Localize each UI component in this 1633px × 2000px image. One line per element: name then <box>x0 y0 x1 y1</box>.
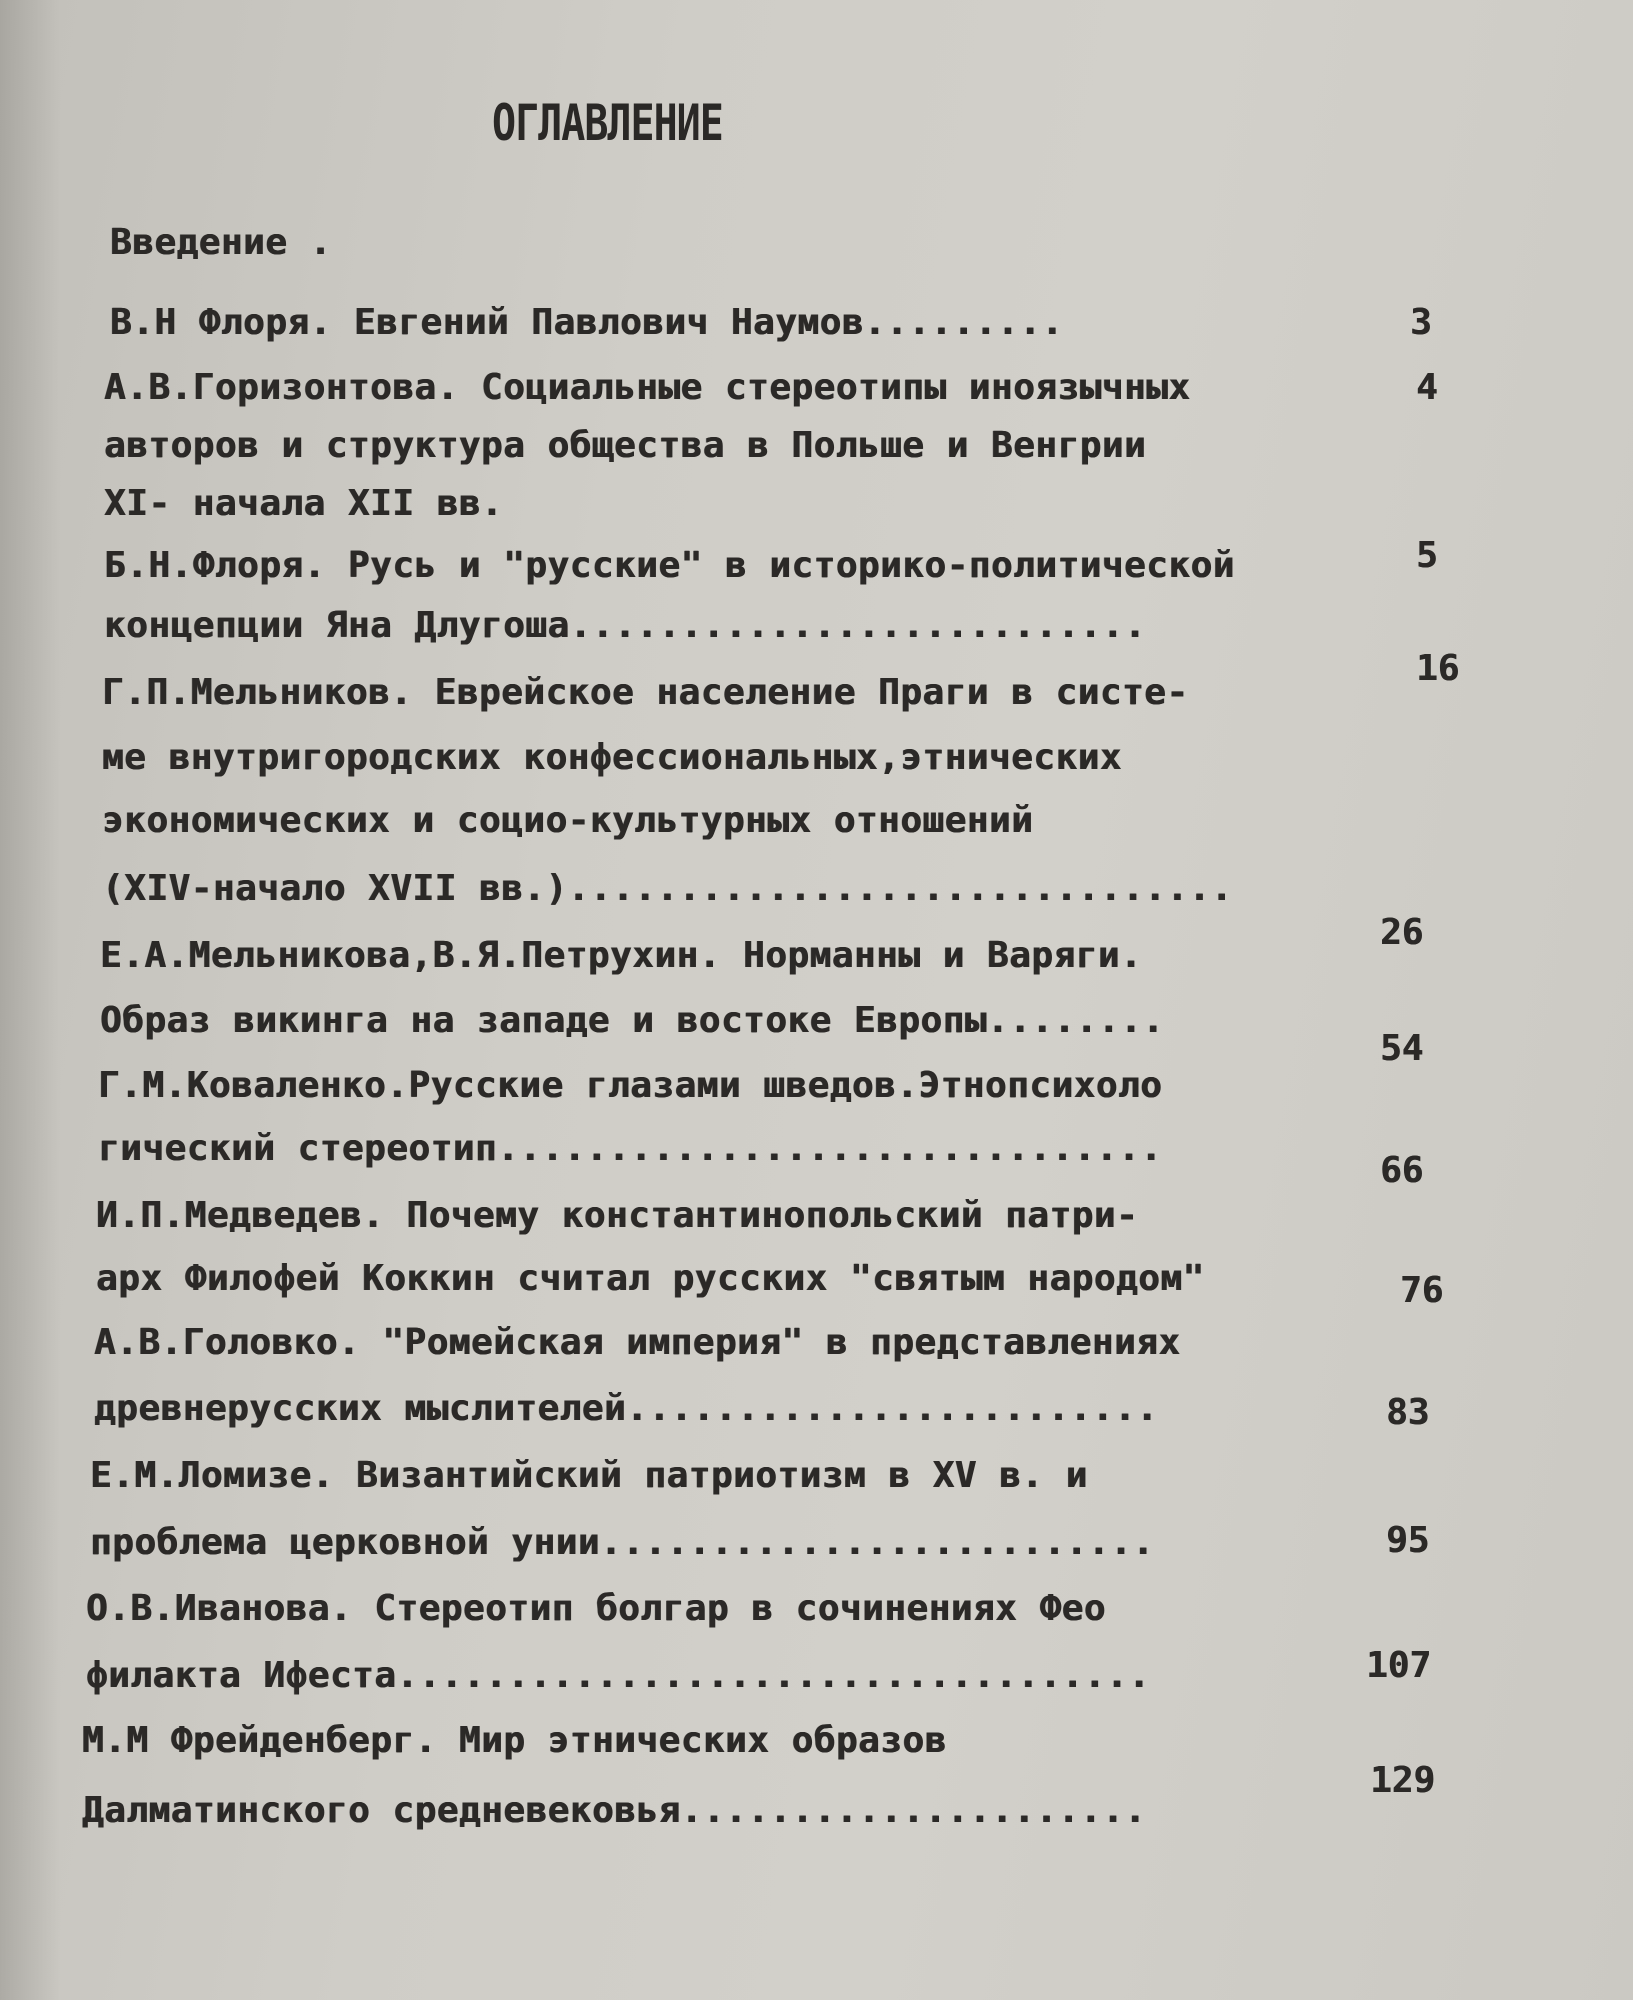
toc-entry-5-page: 26 <box>1380 912 1424 953</box>
toc-entry-10-line-1: О.В.Иванова. Стереотип болгар в сочинениях Фео <box>86 1588 1106 1629</box>
toc-entry-9-line-1: Е.М.Ломизе. Византийский патриотизм в XV в. и <box>90 1455 1088 1496</box>
toc-entry-11-line-1: М.М Фрейденберг. Мир этнических образов <box>82 1720 947 1761</box>
toc-entry-5-line-2: Образ викинга на западе и востоке Европы........ <box>100 1000 1165 1041</box>
toc-entry-3-line-1: Б.Н.Флоря. Русь и "русские" в историко-политической <box>104 545 1235 586</box>
toc-entry-7-line-2: арх Филофей Коккин считал русских "святым народом" <box>96 1258 1205 1299</box>
toc-entry-11-line-2: Далматинского средневековья..................... <box>82 1790 1147 1831</box>
toc-entry-9-line-2: проблема церковной унии......................... <box>90 1522 1155 1563</box>
toc-heading: ОГЛАВЛЕНИЕ <box>492 95 723 153</box>
toc-entry-6-page: 54 <box>1380 1028 1424 1069</box>
toc-entry-6-line-1: Г.М.Коваленко.Русские глазами шведов.Этнопсихоло <box>98 1065 1163 1106</box>
toc-entry-8-line-1: А.В.Головко. "Ромейская империя" в представлениях <box>94 1322 1181 1363</box>
toc-entry-10-line-2: филакта Ифеста.................................. <box>86 1655 1151 1696</box>
toc-entry-4-page: 16 <box>1416 648 1460 689</box>
toc-entry-2-line-2: авторов и структура общества в Польше и Венгрии <box>104 425 1147 466</box>
toc-entry-7-line-1: И.П.Медведев. Почему константинопольский патри- <box>96 1195 1139 1236</box>
toc-entry-6-line-2: гический стереотип.............................. <box>98 1128 1163 1169</box>
toc-entry-intro-line-1: Введение . <box>110 222 332 263</box>
toc-entry-9-page: 83 <box>1386 1392 1430 1433</box>
toc-entry-1-page: 3 <box>1410 302 1432 343</box>
toc-entry-1-line-1: В.Н Флоря. Евгений Павлович Наумов......... <box>110 302 1064 343</box>
toc-entry-3-page: 5 <box>1416 535 1438 576</box>
toc-entry-4-line-2: ме внутригородских конфессиональных,этнических <box>102 737 1122 778</box>
toc-entry-8-line-2: древнерусских мыслителей........................ <box>94 1388 1159 1429</box>
toc-entry-4-line-4: (XIV-начало XVII вв.).............................. <box>102 868 1233 909</box>
page-edge-shadow <box>0 0 60 2000</box>
toc-entry-2-line-1: А.В.Горизонтова. Социальные стереотипы иноязычных <box>104 367 1191 408</box>
toc-entry-10-page: 95 <box>1386 1520 1430 1561</box>
toc-entry-2-line-3: XI- начала XII вв. <box>104 483 504 524</box>
toc-entry-3-line-2: концепции Яна Длугоша.......................... <box>104 605 1147 646</box>
toc-entry-2-page: 4 <box>1416 367 1438 408</box>
toc-entry-7-page: 66 <box>1380 1150 1424 1191</box>
toc-extra-page-number: 129 <box>1370 1760 1436 1801</box>
toc-entry-5-line-1: Е.А.Мельникова,В.Я.Петрухин. Норманны и Варяги. <box>100 935 1143 976</box>
toc-entry-8-page: 76 <box>1400 1270 1444 1311</box>
toc-entry-4-line-1: Г.П.Мельников. Еврейское население Праги в систе- <box>102 672 1189 713</box>
toc-entry-11-page: 107 <box>1366 1645 1432 1686</box>
toc-entry-4-line-3: экономических и социо-культурных отношений <box>102 800 1034 841</box>
